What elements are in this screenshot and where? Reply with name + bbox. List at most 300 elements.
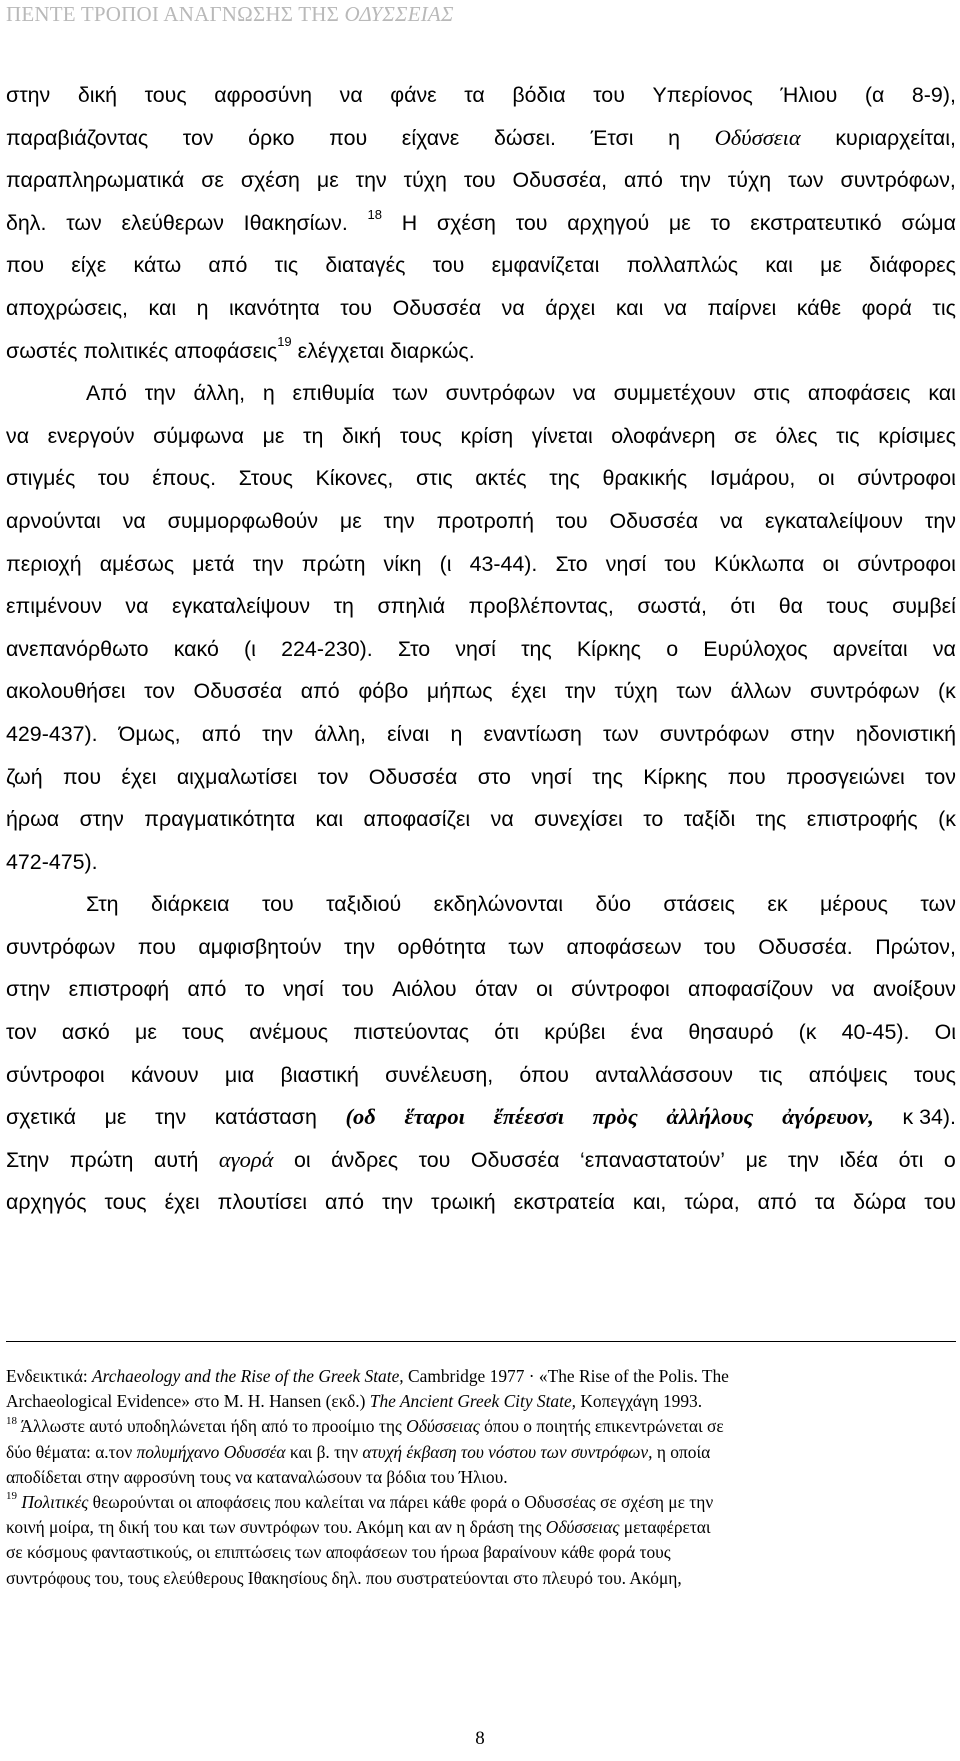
footnote-separator xyxy=(6,1341,956,1342)
word: σχετικά xyxy=(6,1105,76,1130)
word: των xyxy=(676,679,712,704)
word: τους xyxy=(182,1020,225,1045)
footnote-line xyxy=(6,1566,956,1591)
word: σε xyxy=(734,423,757,448)
text-line xyxy=(6,415,956,458)
footnote-line xyxy=(6,1440,956,1465)
word: άλλη, xyxy=(314,721,366,746)
word: εκστρατεία xyxy=(513,1190,615,1215)
word: Στο xyxy=(555,551,588,576)
word: που xyxy=(62,764,102,789)
word: Οι xyxy=(934,1020,956,1045)
text-segment: σωστές πολιτικές αποφάσεις$^{19}$ xyxy=(6,334,292,363)
word: πρώτη xyxy=(69,1147,134,1172)
word: τους xyxy=(913,1062,956,1087)
word: νησί xyxy=(455,636,496,661)
word: να xyxy=(831,977,855,1002)
word: και xyxy=(615,295,644,320)
word: Ιθακησίων. xyxy=(243,210,348,235)
word: Οδυσσέα xyxy=(609,508,699,533)
word: τις xyxy=(932,295,956,320)
text-line-paragraph-start xyxy=(6,883,956,926)
word: το xyxy=(643,807,664,832)
word: πρὸς xyxy=(592,1104,638,1130)
word: από xyxy=(623,168,663,193)
word: Η xyxy=(401,210,418,235)
word: Ευρύλοχος xyxy=(703,636,808,661)
word: κρύβει xyxy=(544,1020,606,1045)
main-text xyxy=(6,74,956,1224)
word: ένα xyxy=(630,1020,664,1045)
word: του xyxy=(664,551,697,576)
word: στην xyxy=(79,807,124,832)
word: βόδια xyxy=(512,83,566,107)
word: οι xyxy=(822,551,840,576)
word: τύχη xyxy=(614,679,658,704)
text-line xyxy=(6,798,956,841)
footnote-number: 18 xyxy=(6,1414,17,1427)
text-line xyxy=(6,457,956,500)
word: Έτσι xyxy=(590,125,634,150)
word: στην xyxy=(790,721,835,746)
word: ζωή xyxy=(6,764,43,789)
word: Ήλιου xyxy=(780,83,838,107)
word: να xyxy=(932,636,956,661)
word: πολλαπλώς xyxy=(626,253,739,278)
word: και xyxy=(148,295,177,320)
word: Από xyxy=(86,381,127,406)
word: με xyxy=(316,168,339,193)
word: ταξιδιού xyxy=(326,892,402,917)
word: συμβεί xyxy=(892,594,956,619)
word: ταξίδι xyxy=(683,807,736,832)
word: διάρκεια xyxy=(150,892,230,917)
word: συντρόφων xyxy=(6,934,116,959)
word: ανοίξουν xyxy=(872,977,956,1002)
word: και xyxy=(928,381,956,406)
word: των xyxy=(788,168,824,193)
word: νησί xyxy=(531,764,572,789)
word: συμμορφωθούν xyxy=(167,508,319,533)
word: με xyxy=(339,508,362,533)
word: τύχη xyxy=(727,168,772,193)
word: νησί xyxy=(605,551,647,576)
text-line xyxy=(6,159,956,202)
word: προσγειώνει xyxy=(786,764,905,789)
text-line xyxy=(6,117,956,160)
word: δική xyxy=(77,83,118,107)
word: ακολουθήσει xyxy=(6,679,126,704)
word: στιγμές xyxy=(6,466,76,491)
word: ἀλλήλους xyxy=(666,1104,754,1130)
word: (οδ xyxy=(345,1104,376,1130)
word: Ισμάρου, xyxy=(709,466,796,491)
word: ικανότητα xyxy=(229,295,320,320)
text-line xyxy=(6,1139,956,1182)
word: αφροσύνη xyxy=(214,83,313,107)
word: προτροπή xyxy=(436,508,534,533)
text-segment: ελέγχεται διαρκώς. xyxy=(297,338,475,363)
word: να xyxy=(572,381,596,406)
word: μετά xyxy=(192,551,235,576)
word: κακό xyxy=(173,636,219,661)
text-line xyxy=(6,543,956,586)
word: Όμως, xyxy=(118,721,181,746)
footnote-text: Ενδεικτικά: Archaeology and the Rise of the Greek State, Cambridge 1977 · «The Rise of the Polis. The xyxy=(6,1366,729,1386)
word: τρωική xyxy=(431,1190,496,1215)
word: παίρνει xyxy=(707,295,777,320)
word: και xyxy=(315,807,344,832)
word: (κ xyxy=(798,1020,817,1045)
word: τον xyxy=(925,764,956,789)
word: κρίσιμες xyxy=(878,423,956,448)
word: που xyxy=(137,934,176,959)
text-line xyxy=(6,926,956,969)
word: την xyxy=(383,508,415,533)
word: επιστροφής xyxy=(806,807,918,832)
text-line xyxy=(6,670,956,713)
text-segment: 472-475). xyxy=(6,849,98,874)
word: τη xyxy=(333,594,354,619)
word: του xyxy=(340,295,373,320)
word: η xyxy=(262,381,275,406)
word: είναι xyxy=(387,721,430,746)
word: εκστρατευτικό xyxy=(750,210,882,235)
word: του xyxy=(418,1147,451,1172)
word: ηδονιστική xyxy=(855,721,956,746)
word: από xyxy=(300,679,340,704)
word: σύντροφοι xyxy=(6,1062,105,1087)
word: είχανε xyxy=(401,125,460,150)
word: στις xyxy=(753,381,791,406)
word: των xyxy=(392,381,428,406)
word: όπου xyxy=(519,1062,570,1087)
running-header-title-italic: ΟΔΥΣΣΕΙΑΣ xyxy=(344,2,454,26)
word: και, xyxy=(632,1190,667,1215)
word: της xyxy=(521,636,552,661)
word: των xyxy=(66,210,102,235)
word: την xyxy=(252,551,284,576)
word: και xyxy=(765,253,793,278)
word: Στους xyxy=(238,466,293,491)
text-line xyxy=(6,713,956,756)
text-line xyxy=(6,1011,956,1054)
word: όταν xyxy=(474,977,518,1002)
text-line xyxy=(6,1181,956,1224)
word: αποφάσεις xyxy=(807,381,911,406)
word: συντρόφων xyxy=(659,721,770,746)
word: να xyxy=(490,807,514,832)
word: 224-230). xyxy=(281,636,373,661)
word: τον xyxy=(182,125,214,150)
word: από xyxy=(187,977,227,1002)
word: διαταγές xyxy=(325,253,406,278)
word: τα xyxy=(464,83,485,107)
word: την xyxy=(355,168,387,193)
word: δηλ. xyxy=(6,210,47,235)
word: δώρα xyxy=(853,1190,907,1215)
footnote-line xyxy=(6,1364,956,1389)
word: εγκαταλείψουν xyxy=(764,508,904,533)
word: του xyxy=(515,210,548,235)
word: την xyxy=(787,1147,819,1172)
footnote-line xyxy=(6,1465,956,1490)
word: της xyxy=(592,764,623,789)
word: συντρόφων, xyxy=(840,168,956,193)
word: κατάσταση xyxy=(214,1105,317,1130)
text-line xyxy=(6,330,956,373)
word: στις xyxy=(415,466,453,491)
italic-term-agora: αγορά xyxy=(218,1146,274,1172)
word: (α xyxy=(864,83,885,107)
word: Οδυσσέα xyxy=(368,764,458,789)
word: αποφασίζει xyxy=(363,807,471,832)
word: του xyxy=(593,83,625,107)
word: Υπερίονος xyxy=(652,83,753,107)
word: κυριαρχείται, xyxy=(835,125,956,150)
word: στην xyxy=(6,83,51,107)
word: αμφισβητούν xyxy=(198,934,322,959)
word: του xyxy=(463,168,496,193)
word: απόψεις xyxy=(808,1062,888,1087)
word: κάτω xyxy=(133,253,182,278)
word: σύντροφοι xyxy=(571,977,670,1002)
text-line xyxy=(6,500,956,543)
word: σε xyxy=(201,168,224,193)
ancient-greek-quote-end: ἀγόρευον, xyxy=(782,1104,874,1130)
word: έχει xyxy=(511,679,547,704)
word: ολοφάνερη xyxy=(611,423,716,448)
word: αιχμαλωτίσει xyxy=(176,764,298,789)
word: την xyxy=(564,679,596,704)
italic-title-odyssey: Οδύσσεια xyxy=(714,124,801,150)
footnote-number: 19 xyxy=(6,1490,17,1503)
text-line xyxy=(6,1096,956,1139)
footnote-18 xyxy=(6,1414,956,1439)
word: ο xyxy=(666,636,679,661)
word: του xyxy=(97,466,130,491)
text-line xyxy=(6,202,956,245)
text-line xyxy=(6,841,956,884)
word: προβλέποντας, xyxy=(468,594,614,619)
word: κρίση xyxy=(460,423,514,448)
word: παραπληρωματικά xyxy=(6,168,185,193)
word: πλουτίσει xyxy=(217,1190,308,1215)
footnote-text: $^{18}$ Άλλωστε αυτό υποδηλώνεται ήδη από το προοίμιο της Οδύσσειας όπου ο ποιητής επικεντρώνεται σε xyxy=(6,1414,724,1437)
word: Οδυσσέα xyxy=(392,295,482,320)
footnote-line xyxy=(6,1389,956,1414)
word: η xyxy=(668,125,680,150)
word: της xyxy=(755,807,787,832)
word: ορθότητα xyxy=(397,934,486,959)
word: την xyxy=(924,508,956,533)
footnote-text: σε κόσμους φανταστικούς, οι επιπτώσεις των αποφάσεων του ήρωα βαραίνουν κάθε φορά τους xyxy=(6,1542,671,1563)
text-segment: κ 34). xyxy=(902,1105,956,1130)
word: Στο xyxy=(397,636,431,661)
word: 43-44). xyxy=(469,551,538,576)
word: σύμφωνα xyxy=(153,423,244,448)
word: φορά xyxy=(861,295,912,320)
word: εγκαταλείψουν xyxy=(172,594,311,619)
text-line xyxy=(6,968,956,1011)
word: την xyxy=(381,1190,414,1215)
word: συντρόφων xyxy=(445,381,556,406)
word: τη xyxy=(303,423,324,448)
footnote-text: δύο θέματα: α.τον πολυμήχανο Οδυσσέα και β. την ατυχή έκβαση του νόστου των συντρόφων, η οποία xyxy=(6,1441,711,1462)
word: έχει xyxy=(121,764,157,789)
word: ανέμους xyxy=(249,1020,329,1045)
word: φάνε xyxy=(390,83,437,107)
footnote-ref-19: 19 xyxy=(277,334,292,350)
word: ότι xyxy=(494,1020,520,1045)
word: που xyxy=(329,125,368,150)
word: από xyxy=(201,721,241,746)
word: που xyxy=(6,253,45,278)
word: την xyxy=(155,1105,187,1130)
word: 40-45). xyxy=(841,1020,910,1045)
footnote-ref-18: 18 xyxy=(367,206,382,222)
word: από xyxy=(757,1190,797,1215)
word: σύντροφοι xyxy=(857,551,956,576)
word: τις xyxy=(759,1062,783,1087)
word: συντρόφων xyxy=(810,679,920,704)
word: Οδυσσέα. xyxy=(758,934,853,959)
word: θησαυρό xyxy=(688,1020,774,1045)
word: πιστεύοντας xyxy=(353,1020,470,1045)
word: των xyxy=(920,892,956,917)
word: ανταλλάσσουν xyxy=(595,1062,733,1087)
word: οι xyxy=(293,1147,311,1172)
word: ελεύθερων xyxy=(121,210,224,235)
word: του xyxy=(555,508,588,533)
word: είχε xyxy=(71,253,107,278)
word: θα xyxy=(778,594,803,619)
word: πραγματικότητα xyxy=(144,807,296,832)
text-line-paragraph-start xyxy=(6,372,956,415)
word: του xyxy=(924,1190,956,1215)
page-number: 8 xyxy=(475,1728,485,1749)
word: κάνουν xyxy=(130,1062,199,1087)
word: κάθε xyxy=(796,295,842,320)
word: με xyxy=(668,210,691,235)
word: από xyxy=(208,253,248,278)
text-line xyxy=(6,628,956,671)
word: γίνεται xyxy=(531,423,593,448)
word: ασκό xyxy=(61,1020,110,1045)
word: σωστά, xyxy=(637,594,707,619)
word: τον xyxy=(317,764,349,789)
word: άλλη, xyxy=(193,381,246,406)
word: συνεχίσει xyxy=(534,807,623,832)
word: (κ xyxy=(938,807,956,832)
word: Οδυσσέα, xyxy=(512,168,608,193)
word: εκδηλώνονται xyxy=(433,892,564,917)
word: Οδυσσέα xyxy=(470,1147,560,1172)
word: ήρωα xyxy=(6,807,60,832)
word: με xyxy=(104,1105,127,1130)
word: συμμετέχουν xyxy=(613,381,736,406)
word: αρχηγού xyxy=(567,210,650,235)
word: την xyxy=(262,721,294,746)
word: ότι xyxy=(898,1147,924,1172)
word: του xyxy=(704,934,736,959)
word: άνδρες xyxy=(331,1147,399,1172)
word: Κίρκης xyxy=(643,764,708,789)
word: Στη xyxy=(86,892,119,917)
word: Πρώτον, xyxy=(875,934,956,959)
word: να xyxy=(122,508,146,533)
running-header xyxy=(6,2,454,27)
word: διάφορες xyxy=(869,253,956,278)
word: στο xyxy=(477,764,511,789)
footnote-text: $^{19}$ Πολιτικές θεωρούνται οι αποφάσεις που καλείται να πάρει κάθε φορά ο Οδυσσέας σε σχέση με την xyxy=(6,1490,714,1512)
word: επιστροφή xyxy=(68,977,170,1002)
word: με xyxy=(745,1147,768,1172)
word: δική xyxy=(341,423,382,448)
word: αποχρώσεις, xyxy=(6,295,128,320)
word: σώμα xyxy=(901,210,956,235)
word: ἕταροι xyxy=(404,1104,465,1130)
word: η xyxy=(196,295,209,320)
word: τις xyxy=(274,253,299,278)
word: ‘επαναστατούν’ xyxy=(579,1147,726,1172)
word: η xyxy=(450,721,463,746)
word: (ι xyxy=(439,551,452,576)
word: με xyxy=(135,1020,157,1045)
word: μήπως xyxy=(426,679,493,704)
word: νησί xyxy=(283,977,324,1002)
word: που xyxy=(727,764,766,789)
footnotes xyxy=(6,1364,956,1591)
word: με xyxy=(820,253,842,278)
word: Στην xyxy=(6,1147,50,1172)
word: 429-437). xyxy=(6,721,98,746)
word: τους xyxy=(144,83,187,107)
footnote-text: Archaeological Evidence» στο M. H. Hansen (εκδ.) The Ancient Greek City State, Κοπεγχάγη 1993. xyxy=(6,1391,703,1412)
word: ἔπέεσσι xyxy=(493,1104,564,1130)
word: να xyxy=(339,83,363,107)
word: να xyxy=(6,423,30,448)
word: ανεπανόρθωτο xyxy=(6,636,149,661)
word: έπους. xyxy=(152,466,217,491)
word: ο xyxy=(943,1147,956,1172)
text-line xyxy=(6,1054,956,1097)
word: να xyxy=(663,295,687,320)
word: 8-9), xyxy=(911,83,956,107)
text-line xyxy=(6,756,956,799)
word: αποφασίζουν xyxy=(688,977,814,1002)
word: εκ xyxy=(767,892,788,917)
text-line xyxy=(6,585,956,628)
word: βιαστική xyxy=(280,1062,359,1087)
word: του xyxy=(261,892,294,917)
word: τύχη xyxy=(403,168,447,193)
footnote-text: συντρόφους του, τους ελεύθερους Ιθακησίους δηλ. που συστρατεύονται στο πλευρό του. Ακόμη, xyxy=(6,1567,682,1588)
word: να xyxy=(501,295,525,320)
word: Κύκλωπα xyxy=(714,551,805,576)
word: αποφάσεων xyxy=(566,934,682,959)
footnote-19 xyxy=(6,1490,956,1515)
word: τις xyxy=(836,423,860,448)
word: σχέση xyxy=(240,168,300,193)
word: των xyxy=(508,934,544,959)
word: τους xyxy=(399,423,442,448)
word: το xyxy=(244,977,265,1002)
word: ενεργούν xyxy=(47,423,135,448)
word: μέρους xyxy=(820,892,888,917)
word: αρχηγός xyxy=(6,1190,87,1215)
word: σύντροφοι xyxy=(857,466,956,491)
